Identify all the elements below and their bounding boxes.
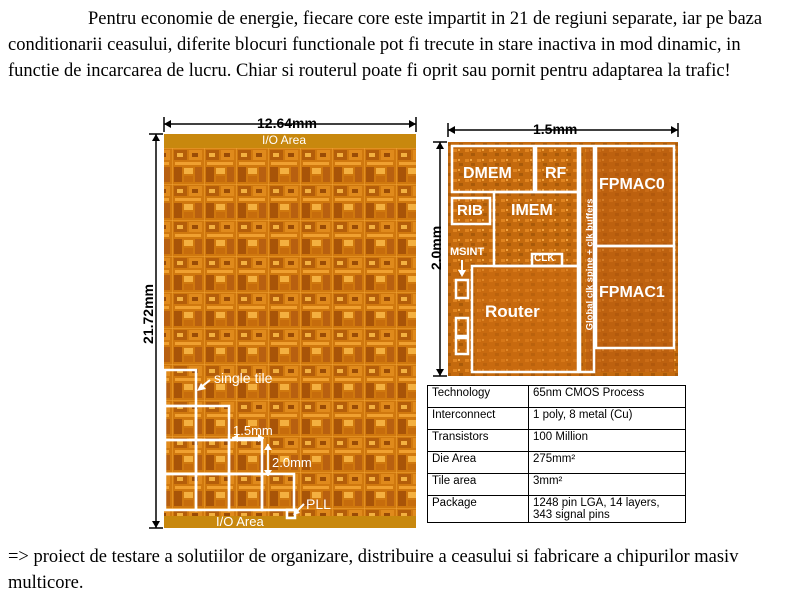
spec-key: Die Area — [428, 452, 529, 474]
io-area-top-label: I/O Area — [262, 133, 307, 147]
imem-label: IMEM — [511, 202, 553, 219]
table-row — [428, 496, 686, 523]
spec-value: 275mm² — [529, 452, 686, 474]
spec-value: 100 Million — [529, 430, 686, 452]
die-width-label: 12.64mm — [257, 115, 317, 131]
tile-width-dim-label: 1.5mm — [533, 121, 578, 137]
dmem-label: DMEM — [463, 165, 512, 182]
msint-label: MSINT — [450, 246, 485, 258]
spec-value: 1 poly, 8 metal (Cu) — [529, 408, 686, 430]
die-micrograph — [140, 112, 430, 534]
io-area-bottom-label: I/O Area — [216, 514, 264, 529]
fpmac1-label: FPMAC1 — [599, 284, 665, 301]
tile-width-label: 1.5mm — [233, 423, 273, 438]
spec-key: Interconnect — [428, 408, 529, 430]
table-row — [428, 452, 686, 474]
table-row — [428, 386, 686, 408]
spec-key: Transistors — [428, 430, 529, 452]
spec-value: 1248 pin LGA, 14 layers, 343 signal pins — [529, 496, 686, 523]
die-height-label: 21.72mm — [139, 284, 156, 344]
table-row — [428, 408, 686, 430]
rib-label: RIB — [457, 202, 483, 219]
rf-label: RF — [545, 165, 567, 182]
router-label: Router — [485, 302, 540, 321]
table-row — [428, 474, 686, 496]
single-tile-label: single tile — [214, 370, 273, 386]
intro-paragraph: Pentru economie de energie, fiecare core este impartit in 21 de regiuni separate, iar pe baza conditionarii ceasului, diferite blocuri functionale pot fi trecute in stare inactiva in mod dinamic, in functie de incarcarea de lucru. Chiar si routerul poate fi oprit sau pornit pentru adaptarea la trafic! — [8, 9, 763, 81]
spec-value: 65nm CMOS Process — [529, 386, 686, 408]
tile-height-dim-label: 2.0mm — [428, 225, 445, 271]
spec-key: Package — [428, 496, 529, 523]
spec-value: 3mm² — [529, 474, 686, 496]
table-row — [428, 430, 686, 452]
spec-table — [427, 385, 686, 523]
spec-key: Technology — [428, 386, 529, 408]
pll-label: PLL — [306, 496, 331, 512]
clock-spine-label: Global clk spine + clk buffers — [584, 198, 596, 331]
clk-label: CLK — [534, 253, 555, 264]
fpmac0-label: FPMAC0 — [599, 176, 665, 193]
spec-key: Tile area — [428, 474, 529, 496]
tile-height-label: 2.0mm — [272, 455, 312, 470]
conclusion-paragraph: => proiect de testare a solutiilor de organizare, distribuire a ceasului si fabricare a chipurilor masiv multicore. — [8, 547, 739, 593]
